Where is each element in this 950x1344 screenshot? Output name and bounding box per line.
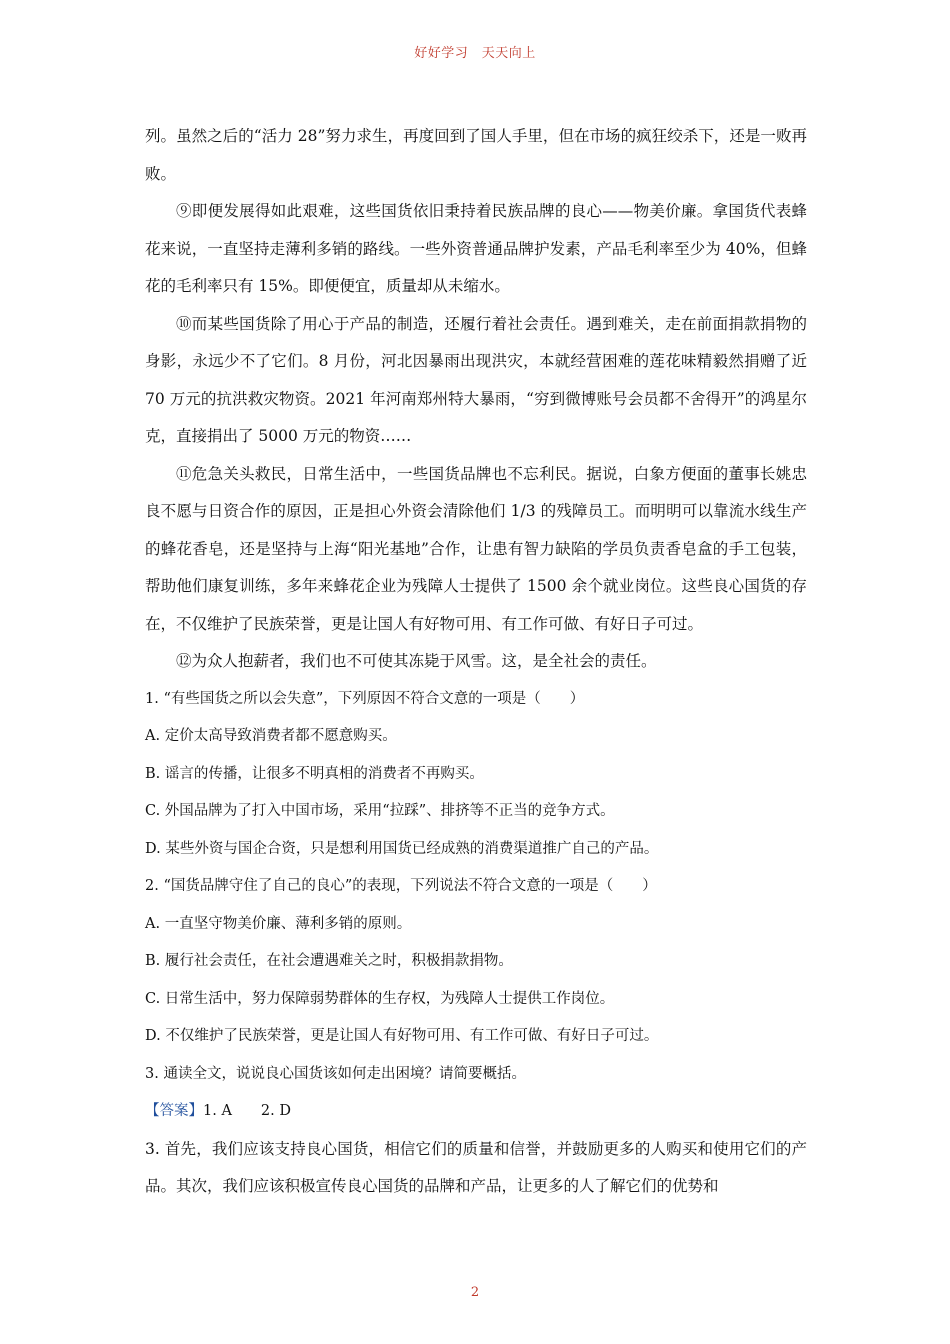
- answer-choices: 1. A 2. D: [203, 1103, 291, 1119]
- question-1-stem: 1. “有些国货之所以会失意”，下列原因不符合文意的一项是（ ）: [145, 690, 585, 707]
- page-number: 2: [470, 1285, 480, 1300]
- question-1-option-a: A. 定价太高导致消费者都不愿意购买。: [145, 728, 397, 744]
- document-body: [145, 118, 807, 1206]
- question-1-option-b: B. 谣言的传播，让很多不明真相的消费者不再购买。: [145, 765, 484, 782]
- question-1-option-d: D. 某些外资与国企合资，只是想利用国货已经成熟的消费渠道推广自己的产品。: [145, 840, 659, 857]
- question-2-option-a: A. 一直坚守物美价廉、薄利多销的原则。: [145, 915, 412, 932]
- paragraph-11: ⑪危急关头救民，日常生活中，一些国货品牌也不忘利民。据说，白象方便面的董事长姚忠良不愿与日资合作的原因，正是担心外资会清除他们 1/3 的残障员工。而明明可以靠流水线生产的蜂花香皂，还是坚持与上海“阳光基地”合作，让患有智力缺陷的学员负责香皂盒的手工包装，帮助他们康复训练，多年来蜂花企业为残障人士提供了 1500 余个就业岗位。这些良心国货的存在，不仅维护了民族荣誉，更是让国人有好物可用、有工作可做、有好日子可过。: [145, 464, 807, 633]
- question-2-option-b: B. 履行社会责任，在社会遭遇难关之时，积极捐款捐物。: [145, 953, 513, 969]
- paragraph-12: ⑫为众人抱薪者，我们也不可使其冻毙于风雪。这，是全社会的责任。: [176, 652, 657, 670]
- question-2-option-d: D. 不仅维护了民族荣誉，更是让国人有好物可用、有工作可做、有好日子可过。: [145, 1028, 659, 1044]
- question-2-option-c: C. 日常生活中，努力保障弱势群体的生存权，为残障人士提供工作岗位。: [145, 990, 615, 1007]
- answer-3-text: 3. 首先，我们应该支持良心国货，相信它们的质量和信誉，并鼓励更多的人购买和使用它们的产品。其次，我们应该积极宣传良心国货的品牌和产品，让更多的人了解它们的优势和: [145, 1139, 807, 1195]
- question-1-option-c: C. 外国品牌为了打入中国市场，采用“拉踩”、排挤等不正当的竞争方式。: [145, 803, 615, 819]
- answer-tag: 【答案】: [145, 1103, 203, 1119]
- paragraph-10: ⑩而某些国货除了用心于产品的制造，还履行着社会责任。遇到难关，走在前面捐款捐物的身影，永远少不了它们。8 月份，河北因暴雨出现洪灾，本就经营困难的莲花味精毅然捐赠了近 70 万元的抗洪救灾物资。2021 年河南郑州特大暴雨，“穷到微博账号会员都不舍得开”的鸿星尔克，直接捐出了 5000 万元的物资……: [145, 314, 807, 445]
- question-3-stem: 3. 通读全文，说说良心国货该如何走出困境？请简要概括。: [145, 1065, 526, 1082]
- answer-line: [145, 1093, 807, 1131]
- question-2-stem: 2. “国货品牌守住了自己的良心”的表现，下列说法不符合文意的一项是（ ）: [145, 878, 657, 894]
- page-header: 好好学习 天天向上: [414, 46, 536, 61]
- paragraph-8-continued: 列。虽然之后的“活力 28”努力求生，再度回到了国人手里，但在市场的疯狂绞杀下，还是一败再败。: [145, 127, 807, 183]
- paragraph-9: ⑨即便发展得如此艰难，这些国货依旧秉持着民族品牌的良心——物美价廉。拿国货代表蜂花来说，一直坚持走薄利多销的路线。一些外资普通品牌护发素，产品毛利率至少为 40%，但蜂花的毛利率只有 15%。即便便宜，质量却从未缩水。: [145, 202, 807, 295]
